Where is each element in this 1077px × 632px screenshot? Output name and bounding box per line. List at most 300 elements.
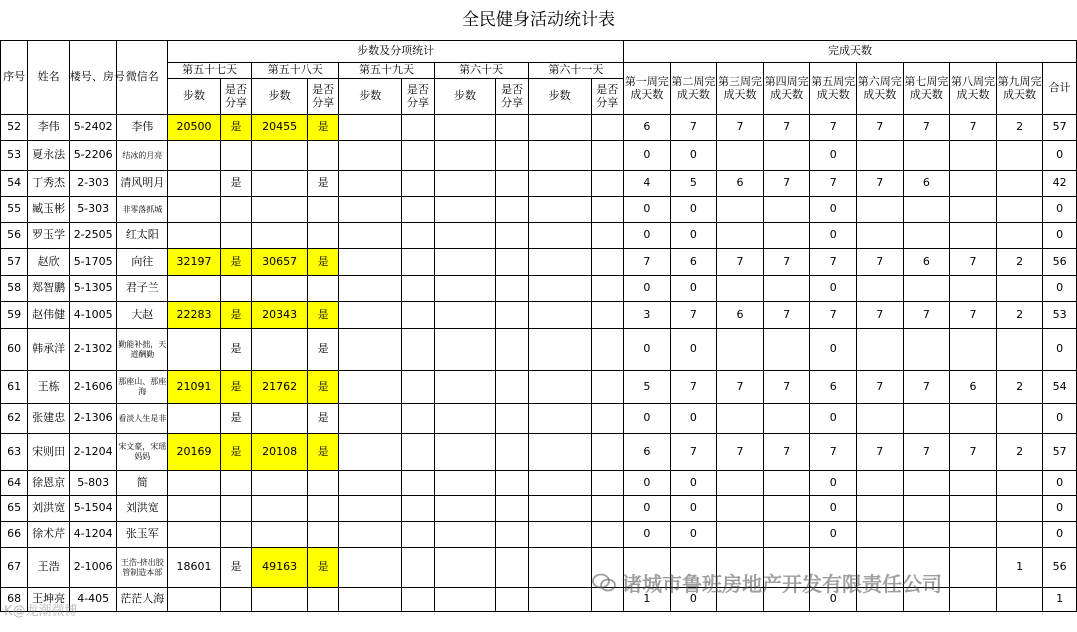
cell-name: 王坤亮 [28,588,70,612]
cell-name: 张建忠 [28,404,70,434]
cell-share-57: 是 [220,371,251,404]
cell-week-1: 0 [624,141,671,171]
cell-share-58 [307,471,338,496]
cell-week-3: 7 [717,434,764,471]
cell-week-8 [950,223,997,249]
cell-week-1: 0 [624,197,671,223]
cell-empty [434,249,496,276]
cell-steps-58: 20455 [252,115,308,141]
cell-empty [402,141,434,171]
cell-week-7 [903,223,950,249]
cell-total: 0 [1043,496,1077,522]
cell-wechat: 李伟 [117,115,168,141]
header-week-6: 第六周完成天数 [856,63,903,115]
cell-empty [402,371,434,404]
cell-week-6 [856,223,903,249]
cell-week-1: 5 [624,371,671,404]
cell-steps-58: 20343 [252,302,308,329]
cell-share-58: 是 [307,171,338,197]
cell-empty [591,115,623,141]
cell-empty [402,302,434,329]
cell-week-3: 6 [717,171,764,197]
cell-week-4 [763,522,810,548]
cell-week-5: 7 [810,115,857,141]
cell-empty [496,197,528,223]
cell-week-5: 0 [810,329,857,371]
header-week-5: 第五周完成天数 [810,63,857,115]
cell-week-5: 7 [810,434,857,471]
cell-week-8: 6 [950,371,997,404]
cell-week-3 [717,223,764,249]
cell-week-6: 7 [856,371,903,404]
cell-empty [434,197,496,223]
cell-empty [591,197,623,223]
cell-wechat: 那座山、那座海 [117,371,168,404]
cell-week-8: 7 [950,249,997,276]
header-house: 楼号、房号 [69,41,117,115]
cell-share-57 [220,197,251,223]
cell-wechat: 看淡人生是非 [117,404,168,434]
cell-week-4 [763,276,810,302]
cell-week-8: 7 [950,115,997,141]
cell-empty [591,249,623,276]
stats-table [0,40,1077,612]
cell-empty [402,197,434,223]
cell-week-8 [950,329,997,371]
table-row [1,249,1077,276]
cell-seq: 68 [1,588,28,612]
table-row [1,302,1077,329]
cell-week-7: 7 [903,434,950,471]
cell-seq: 62 [1,404,28,434]
header-week-9: 第九周完成天数 [996,63,1043,115]
cell-name: 郑智鹏 [28,276,70,302]
cell-week-3: 6 [717,302,764,329]
cell-empty [434,115,496,141]
cell-empty [434,276,496,302]
header-share: 是否分享 [402,79,434,115]
cell-empty [402,249,434,276]
cell-week-8 [950,471,997,496]
header-steps: 步数 [168,79,221,115]
cell-wechat: 茫茫人海 [117,588,168,612]
cell-share-57: 是 [220,434,251,471]
cell-share-57: 是 [220,302,251,329]
cell-week-8: 7 [950,302,997,329]
cell-house: 2-2505 [69,223,117,249]
cell-week-9 [996,588,1043,612]
cell-share-57 [220,276,251,302]
cell-week-4 [763,329,810,371]
cell-share-57 [220,141,251,171]
cell-empty [496,276,528,302]
cell-week-5: 0 [810,223,857,249]
cell-empty [434,302,496,329]
cell-week-7 [903,522,950,548]
cell-empty [591,276,623,302]
cell-share-58: 是 [307,249,338,276]
cell-week-9 [996,197,1043,223]
cell-week-8 [950,171,997,197]
cell-wechat: 红太阳 [117,223,168,249]
cell-empty [434,548,496,588]
cell-week-8 [950,276,997,302]
cell-week-6 [856,404,903,434]
cell-seq: 59 [1,302,28,329]
cell-steps-58 [252,329,308,371]
cell-name: 臧玉彬 [28,197,70,223]
cell-house: 5-303 [69,197,117,223]
cell-week-5: 0 [810,471,857,496]
cell-empty [528,302,591,329]
cell-week-4: 7 [763,249,810,276]
cell-empty [496,223,528,249]
cell-week-7 [903,471,950,496]
cell-total: 57 [1043,115,1077,141]
cell-house: 2-303 [69,171,117,197]
cell-week-1: 4 [624,171,671,197]
cell-week-5: 7 [810,302,857,329]
cell-week-5: 0 [810,522,857,548]
cell-week-9: 2 [996,115,1043,141]
header-week-2: 第二周完成天数 [670,63,717,115]
cell-empty [591,404,623,434]
cell-seq: 63 [1,434,28,471]
cell-empty [339,496,402,522]
header-steps: 步数 [339,79,402,115]
cell-week-2: 5 [670,171,717,197]
table-row [1,329,1077,371]
cell-share-58 [307,141,338,171]
cell-house: 5-803 [69,471,117,496]
cell-name: 罗玉学 [28,223,70,249]
cell-week-2: 0 [670,141,717,171]
cell-empty [496,302,528,329]
header-day59: 第五十九天 [339,63,434,79]
cell-seq: 56 [1,223,28,249]
table-row [1,471,1077,496]
cell-total: 0 [1043,223,1077,249]
cell-total: 1 [1043,588,1077,612]
cell-house: 4-1005 [69,302,117,329]
cell-week-9 [996,223,1043,249]
cell-week-9: 2 [996,249,1043,276]
cell-week-5: 0 [810,588,857,612]
cell-share-58: 是 [307,371,338,404]
cell-week-6 [856,197,903,223]
cell-share-58 [307,276,338,302]
cell-week-3 [717,471,764,496]
cell-week-1: 6 [624,434,671,471]
cell-house: 5-1705 [69,249,117,276]
cell-week-8 [950,522,997,548]
header-share: 是否分享 [496,79,528,115]
cell-week-7: 6 [903,171,950,197]
cell-empty [591,496,623,522]
cell-empty [339,404,402,434]
table-row [1,115,1077,141]
cell-steps-58: 30657 [252,249,308,276]
cell-seq: 52 [1,115,28,141]
header-share: 是否分享 [591,79,623,115]
cell-share-58 [307,588,338,612]
cell-seq: 65 [1,496,28,522]
cell-empty [402,404,434,434]
table-row [1,371,1077,404]
cell-steps-57 [168,171,221,197]
cell-name: 丁秀杰 [28,171,70,197]
cell-share-58: 是 [307,434,338,471]
cell-empty [339,141,402,171]
cell-steps-57: 22283 [168,302,221,329]
cell-total: 57 [1043,434,1077,471]
table-row [1,141,1077,171]
cell-week-1: 6 [624,115,671,141]
cell-week-7 [903,404,950,434]
cell-empty [339,522,402,548]
cell-week-5: 7 [810,171,857,197]
cell-wechat: 清风明月 [117,171,168,197]
cell-week-3 [717,276,764,302]
cell-week-3 [717,496,764,522]
cell-week-5: 6 [810,371,857,404]
cell-week-2: 0 [670,471,717,496]
cell-name: 宋则田 [28,434,70,471]
cell-empty [528,371,591,404]
cell-week-2: 0 [670,197,717,223]
cell-total: 0 [1043,522,1077,548]
cell-wechat: 张玉军 [117,522,168,548]
cell-week-4 [763,404,810,434]
cell-week-9 [996,471,1043,496]
header-name: 姓名 [28,41,70,115]
cell-share-57: 是 [220,404,251,434]
cell-seq: 64 [1,471,28,496]
cell-week-8: 7 [950,434,997,471]
cell-empty [528,522,591,548]
cell-house: 5-2206 [69,141,117,171]
cell-empty [591,302,623,329]
cell-week-2: 0 [670,404,717,434]
cell-week-7: 7 [903,302,950,329]
header-week-4: 第四周完成天数 [763,63,810,115]
cell-wechat: 王浩-挤出胶管制造本部 [117,548,168,588]
cell-empty [528,471,591,496]
cell-week-6 [856,329,903,371]
cell-house: 2-1306 [69,404,117,434]
cell-seq: 53 [1,141,28,171]
cell-seq: 55 [1,197,28,223]
cell-week-9 [996,404,1043,434]
cell-empty [402,115,434,141]
cell-share-58 [307,496,338,522]
watermark-text: 诸城市鲁班房地产开发有限责任公司 [622,572,942,596]
cell-week-2: 0 [670,496,717,522]
table-row [1,197,1077,223]
cell-empty [339,197,402,223]
cell-empty [528,496,591,522]
cell-week-4: 7 [763,434,810,471]
cell-week-1: 7 [624,249,671,276]
header-days-group: 完成天数 [624,41,1077,63]
cell-house: 5-2402 [69,115,117,141]
cell-week-9 [996,329,1043,371]
cell-steps-57 [168,522,221,548]
cell-name: 赵伟健 [28,302,70,329]
header-wechat: 微信名 [117,41,168,115]
cell-steps-57 [168,404,221,434]
cell-seq: 66 [1,522,28,548]
header-day60: 第六十天 [434,63,528,79]
cell-name: 夏永法 [28,141,70,171]
cell-week-7: 7 [903,115,950,141]
cell-house: 5-1305 [69,276,117,302]
cell-empty [402,588,434,612]
cell-wechat: 君子兰 [117,276,168,302]
cell-empty [591,471,623,496]
cell-steps-58 [252,141,308,171]
header-share: 是否分享 [307,79,338,115]
header-day61: 第六十一天 [528,63,623,79]
cell-empty [496,496,528,522]
cell-share-57: 是 [220,548,251,588]
cell-seq: 67 [1,548,28,588]
cell-week-4 [763,223,810,249]
table-row [1,434,1077,471]
header-steps: 步数 [434,79,496,115]
table-row [1,223,1077,249]
cell-total: 0 [1043,197,1077,223]
cell-empty [496,548,528,588]
cell-week-4: 7 [763,302,810,329]
cell-total: 56 [1043,249,1077,276]
cell-empty [496,329,528,371]
cell-week-6 [856,276,903,302]
header-week-3: 第三周完成天数 [717,63,764,115]
cell-steps-57 [168,471,221,496]
cell-steps-58 [252,522,308,548]
cell-empty [402,329,434,371]
cell-week-2: 7 [670,434,717,471]
cell-empty [591,434,623,471]
cell-week-7: 7 [903,371,950,404]
cell-empty [528,548,591,588]
header-week-7: 第七周完成天数 [903,63,950,115]
cell-week-8 [950,496,997,522]
cell-week-9 [996,141,1043,171]
header-day58: 第五十八天 [252,63,339,79]
cell-steps-57: 20500 [168,115,221,141]
cell-name: 刘洪宽 [28,496,70,522]
cell-empty [339,434,402,471]
cell-wechat: 宋文豪，宋瑶妈妈 [117,434,168,471]
cell-empty [434,522,496,548]
cell-week-4 [763,197,810,223]
cell-steps-58 [252,496,308,522]
cell-week-4: 7 [763,115,810,141]
cell-week-1: 3 [624,302,671,329]
cell-steps-57: 18601 [168,548,221,588]
cell-week-4 [763,141,810,171]
cell-steps-58 [252,171,308,197]
cell-empty [434,329,496,371]
cell-empty [496,371,528,404]
cell-empty [339,329,402,371]
cell-week-9: 2 [996,371,1043,404]
header-share: 是否分享 [220,79,251,115]
cell-share-57: 是 [220,249,251,276]
cell-week-1: 0 [624,223,671,249]
header-steps-group: 步数及分项统计 [168,41,624,63]
cell-week-3: 7 [717,371,764,404]
cell-week-7 [903,141,950,171]
cell-empty [434,171,496,197]
cell-share-58 [307,522,338,548]
cell-week-2: 0 [670,522,717,548]
cell-seq: 61 [1,371,28,404]
cell-week-9 [996,276,1043,302]
cell-week-9 [996,522,1043,548]
cell-week-8 [950,197,997,223]
cell-share-58: 是 [307,548,338,588]
cell-empty [402,522,434,548]
cell-week-3 [717,141,764,171]
cell-house: 5-1504 [69,496,117,522]
cell-week-5: 0 [810,197,857,223]
cell-house: 2-1606 [69,371,117,404]
cell-week-1: 0 [624,471,671,496]
cell-empty [339,249,402,276]
cell-wechat: 勤能补拙，天道酬勤 [117,329,168,371]
cell-share-58: 是 [307,329,338,371]
cell-house: 2-1006 [69,548,117,588]
cell-steps-58 [252,276,308,302]
cell-total: 0 [1043,329,1077,371]
cell-empty [339,588,402,612]
cell-week-3 [717,197,764,223]
cell-steps-57 [168,329,221,371]
cell-total: 0 [1043,471,1077,496]
header-week-1: 第一周完成天数 [624,63,671,115]
cell-total: 0 [1043,276,1077,302]
cell-empty [528,223,591,249]
cell-steps-57 [168,496,221,522]
cell-share-58: 是 [307,404,338,434]
cell-week-4: 7 [763,371,810,404]
cell-week-8 [950,141,997,171]
cell-week-1: 0 [624,276,671,302]
cell-week-6: 7 [856,302,903,329]
cell-week-5: 0 [810,141,857,171]
cell-empty [434,434,496,471]
cell-empty [402,496,434,522]
cell-week-2: 6 [670,249,717,276]
watermark-left: K@龙潮微博 [4,604,78,619]
cell-empty [402,276,434,302]
cell-empty [496,249,528,276]
cell-empty [402,471,434,496]
cell-week-1: 0 [624,522,671,548]
cell-week-2: 7 [670,115,717,141]
cell-week-8 [950,404,997,434]
cell-steps-58: 21762 [252,371,308,404]
cell-empty [496,434,528,471]
cell-total: 0 [1043,404,1077,434]
cell-empty [434,588,496,612]
cell-empty [402,223,434,249]
cell-empty [434,141,496,171]
cell-week-4 [763,496,810,522]
